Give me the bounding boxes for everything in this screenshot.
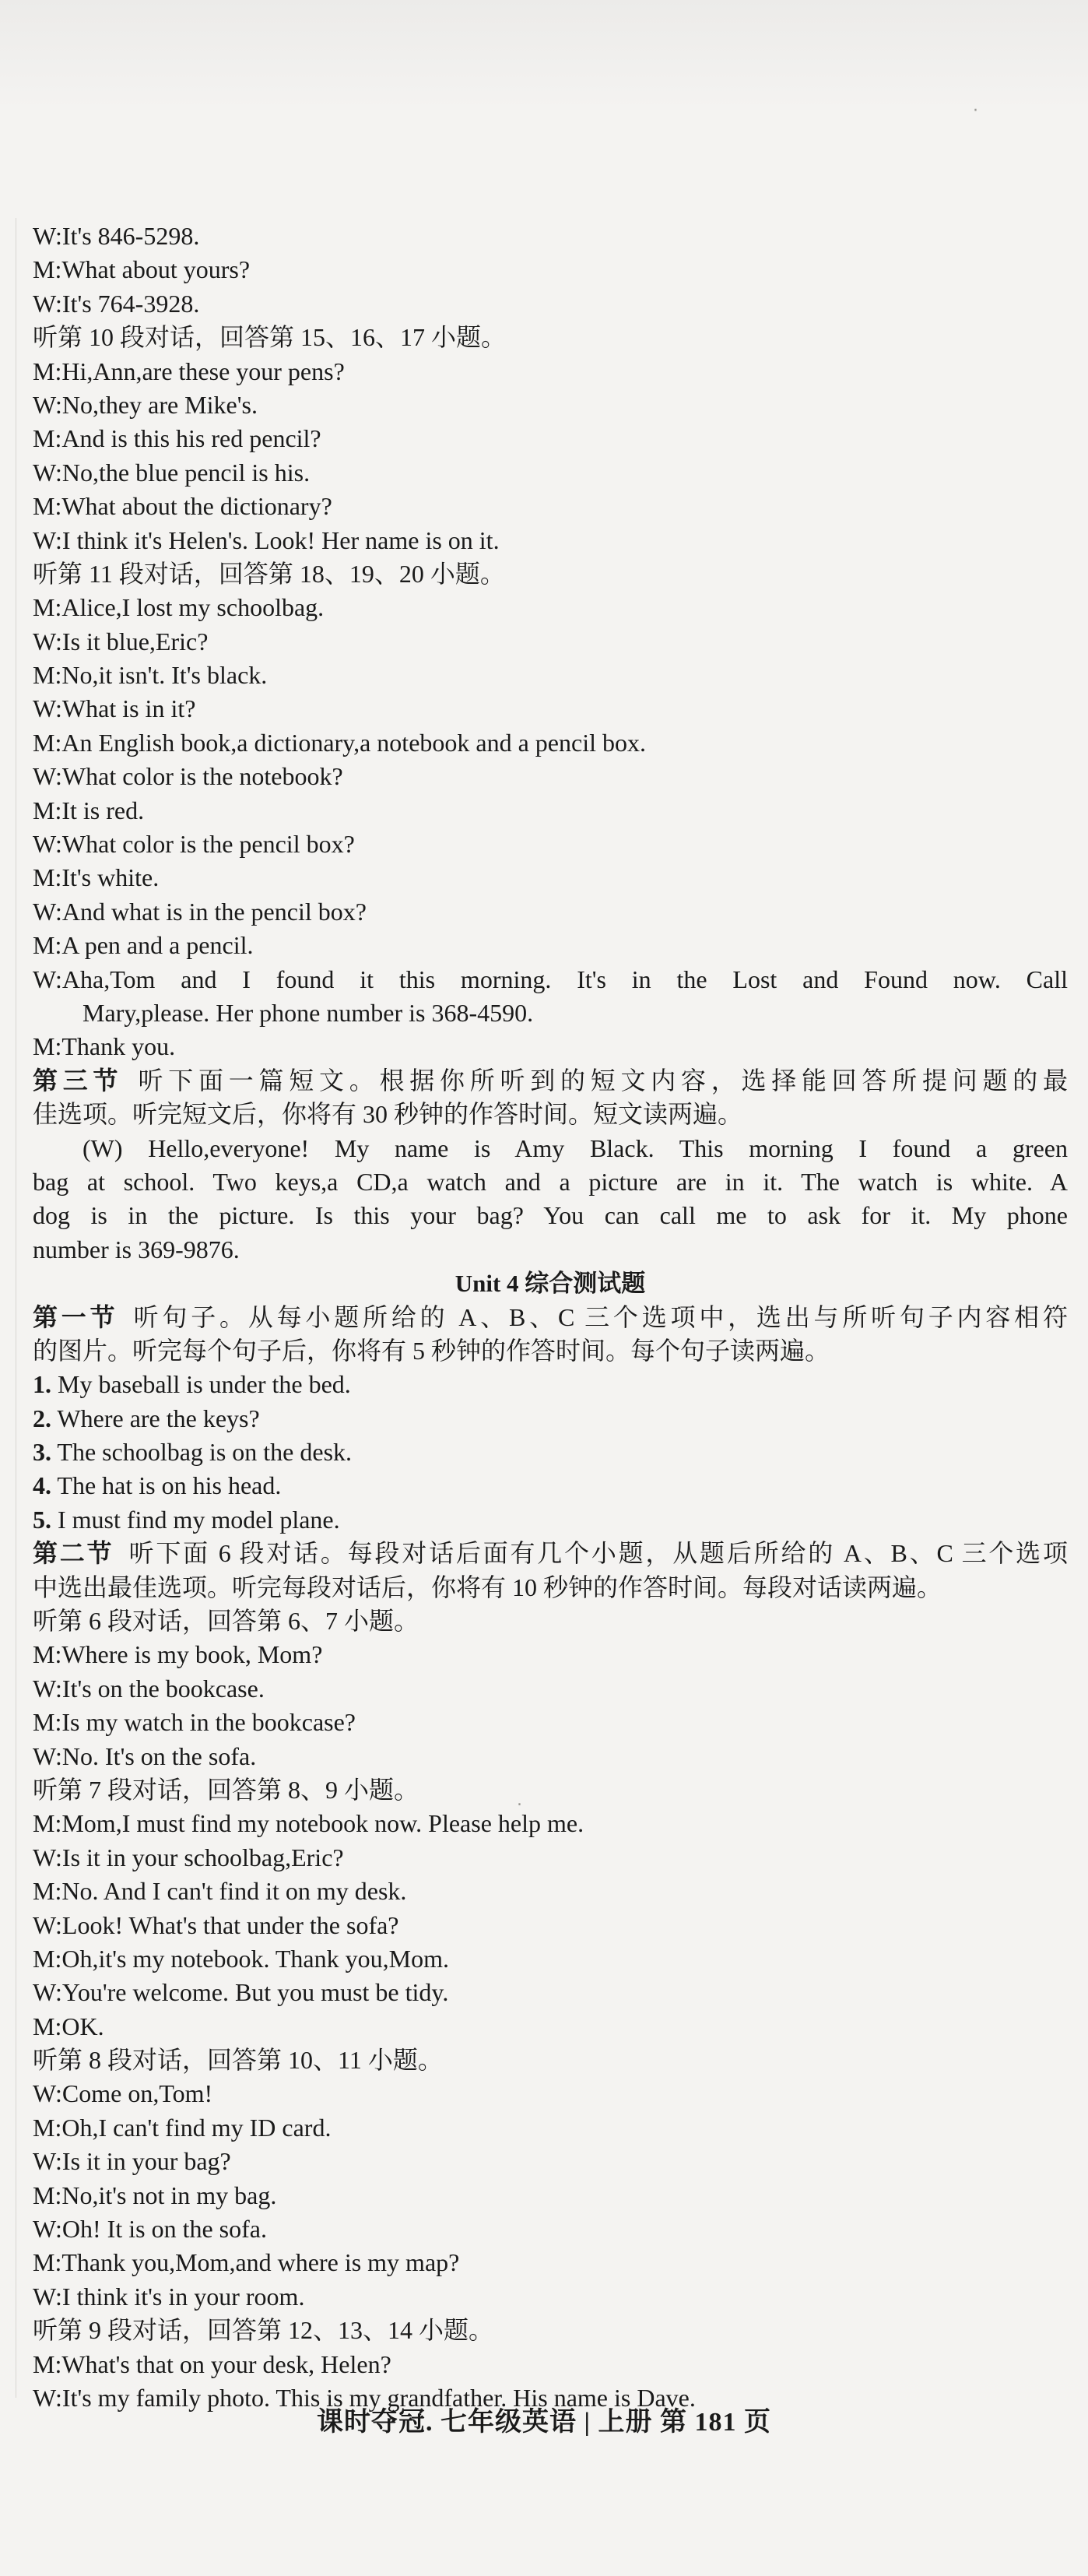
transcript-line: M:It is red. bbox=[33, 796, 145, 824]
transcript-line: M:No,it isn't. It's black. bbox=[33, 661, 268, 690]
transcript-line: W:Is it blue,Eric? bbox=[33, 627, 209, 655]
transcript-line: 听第 10 段对话，回答第 15、16、17 小题。 bbox=[33, 323, 507, 352]
item-number: 2. bbox=[33, 1404, 51, 1432]
transcript-line: 听第 11 段对话，回答第 18、19、20 小题。 bbox=[33, 559, 505, 588]
transcript-line: Mary,please. Her phone number is 368-4590. bbox=[82, 998, 534, 1027]
transcript-line: M:Hi,Ann,are these your pens? bbox=[33, 357, 345, 385]
transcript-line: W:And what is in the pencil box? bbox=[33, 897, 367, 926]
section-instruction bbox=[33, 1301, 1068, 1334]
transcript-line: number is 369-9876. bbox=[33, 1235, 240, 1263]
transcript-line: M:Oh,it's my notebook. Thank you,Mom. bbox=[33, 1944, 449, 1973]
transcript-line: M:Thank you,Mom,and where is my map? bbox=[33, 2248, 460, 2277]
transcript-line: W:It's on the bookcase. bbox=[33, 1674, 265, 1703]
numbered-sentence bbox=[33, 1436, 1068, 1469]
item-text: I must find my model plane. bbox=[58, 1505, 340, 1534]
section-label: 第一节 bbox=[33, 1302, 119, 1331]
page-footer: 课时夺冠. 七年级英语 | 上册 第 181 页 bbox=[317, 2408, 771, 2437]
transcript-line: W:Is it in your bag? bbox=[33, 2147, 231, 2176]
transcript-line: M:What about the dictionary? bbox=[33, 492, 332, 521]
transcript-line: W:I think it's in your room. bbox=[33, 2282, 305, 2311]
section-text: 听句子。从每小题所给的 A、B、C 三个选项中，选出与所听句子内容相符 bbox=[133, 1302, 1068, 1331]
section-instruction bbox=[33, 1537, 1068, 1570]
scan-top-band bbox=[0, 0, 1088, 109]
transcript-line: M:Alice,I lost my schoolbag. bbox=[33, 593, 325, 622]
transcript-line: 中选出最佳选项。听完每段对话后，你将有 10 秒钟的作答时间。每段对话读两遍。 bbox=[33, 1573, 942, 1601]
transcript-line: M:And is this his red pencil? bbox=[33, 424, 321, 453]
scan-speck: · bbox=[973, 101, 978, 121]
item-number: 4. bbox=[33, 1471, 51, 1500]
transcript-line: W:Aha,Tom and I found it this morning. It's in the Lost and Found now. Call bbox=[33, 965, 1068, 993]
transcript-line: M:What about yours? bbox=[33, 255, 251, 284]
transcript-line: M:An English book,a dictionary,a notebook and a pencil box. bbox=[33, 728, 646, 757]
transcript-line: M:Mom,I must find my notebook now. Please help me. bbox=[33, 1809, 584, 1838]
numbered-sentence bbox=[33, 1503, 1068, 1537]
transcript-line: 听第 6 段对话，回答第 6、7 小题。 bbox=[33, 1607, 419, 1636]
transcript-line: W:I think it's Helen's. Look! Her name is on it. bbox=[33, 525, 500, 554]
item-text: Where are the keys? bbox=[57, 1404, 260, 1432]
transcript-line: M:No,it's not in my bag. bbox=[33, 2181, 277, 2209]
transcript-line: W:It's 846-5298. bbox=[33, 222, 200, 250]
transcript-line: W:Is it in your schoolbag,Eric? bbox=[33, 1843, 344, 1871]
section-instruction bbox=[33, 1064, 1068, 1098]
transcript-line: W:Oh! It is on the sofa. bbox=[33, 2215, 267, 2244]
numbered-sentence bbox=[33, 1469, 1068, 1502]
transcript-line: M:Thank you. bbox=[33, 1032, 176, 1061]
transcript-line: bag at school. Two keys,a CD,a watch and a picture are in it. The watch is white. A bbox=[33, 1167, 1068, 1196]
transcript-line: dog is in the picture. Is this your bag? You can call me to ask for it. My phone bbox=[33, 1201, 1068, 1230]
transcript-line: W:No,the blue pencil is his. bbox=[33, 458, 311, 487]
transcript-line: W:What color is the notebook? bbox=[33, 762, 343, 791]
item-text: The hat is on his head. bbox=[57, 1471, 282, 1500]
transcript-body bbox=[33, 220, 1068, 2415]
transcript-line: M:OK. bbox=[33, 2012, 104, 2040]
transcript-line: (W) Hello,everyone! My name is Amy Black. This morning I found a green bbox=[82, 1133, 1068, 1162]
transcript-line: W:You're welcome. But you must be tidy. bbox=[33, 1978, 449, 2007]
transcript-line: M:It's white. bbox=[33, 863, 160, 892]
numbered-sentence bbox=[33, 1402, 1068, 1436]
section-heading: Unit 4 综合测试题 bbox=[455, 1270, 646, 1298]
transcript-line: 佳选项。听完短文后，你将有 30 秒钟的作答时间。短文读两遍。 bbox=[33, 1100, 743, 1129]
item-text: The schoolbag is on the desk. bbox=[57, 1438, 353, 1467]
section-text: 听下面 6 段对话。每段对话后面有几个小题，从题后所给的 A、B、C 三个选项 bbox=[128, 1539, 1068, 1568]
transcript-line: W:No,they are Mike's. bbox=[33, 390, 258, 419]
transcript-line: M:What's that on your desk, Helen? bbox=[33, 2349, 391, 2378]
transcript-line: M:A pen and a pencil. bbox=[33, 931, 254, 960]
section-label: 第三节 bbox=[33, 1066, 124, 1095]
transcript-line: W:What color is the pencil box? bbox=[33, 830, 355, 859]
transcript-line: 的图片。听完每个句子后，你将有 5 秒钟的作答时间。每个句子读两遍。 bbox=[33, 1336, 830, 1365]
transcript-line: W:Come on,Tom! bbox=[33, 2079, 213, 2108]
transcript-line: M:Oh,I can't find my ID card. bbox=[33, 2113, 332, 2142]
item-number: 5. bbox=[33, 1505, 51, 1534]
transcript-line: M:Is my watch in the bookcase? bbox=[33, 1708, 356, 1737]
transcript-line: W:Look! What's that under the sofa? bbox=[33, 1910, 399, 1939]
transcript-line: 听第 8 段对话，回答第 10、11 小题。 bbox=[33, 2046, 443, 2075]
transcript-line: 听第 7 段对话，回答第 8、9 小题。 bbox=[33, 1775, 419, 1804]
numbered-sentence bbox=[33, 1368, 1068, 1401]
scan-speck: . bbox=[517, 1791, 522, 1810]
transcript-line: M:Where is my book, Mom? bbox=[33, 1640, 323, 1669]
transcript-line: W:What is in it? bbox=[33, 694, 196, 723]
item-number: 3. bbox=[33, 1438, 51, 1467]
section-text: 听下面一篇短文。根据你所听到的短文内容，选择能回答所提问题的最 bbox=[138, 1066, 1068, 1095]
section-label: 第二节 bbox=[33, 1539, 114, 1568]
item-number: 1. bbox=[33, 1370, 51, 1399]
transcript-line: W:No. It's on the sofa. bbox=[33, 1741, 257, 1770]
item-text: My baseball is under the bed. bbox=[58, 1370, 351, 1399]
transcript-line: W:It's my family photo. This is my grandfather. His name is Dave. bbox=[33, 2384, 696, 2412]
transcript-line: M:No. And I can't find it on my desk. bbox=[33, 1877, 407, 1906]
transcript-line: 听第 9 段对话，回答第 12、13、14 小题。 bbox=[33, 2316, 494, 2345]
transcript-line: W:It's 764-3928. bbox=[33, 289, 200, 318]
